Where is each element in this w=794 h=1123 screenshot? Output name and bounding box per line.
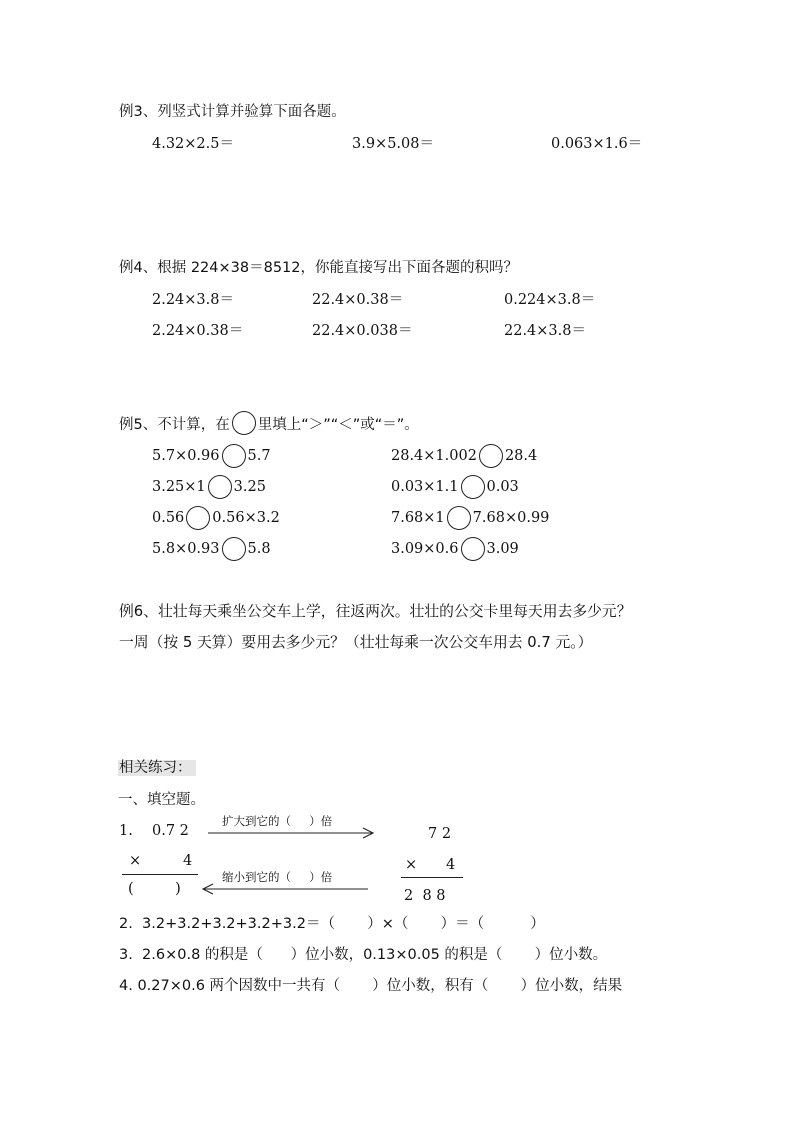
ex5-r4-left-expr-2: 3.09×0.6 [391,541,459,557]
q1-right-underline [401,877,463,878]
ex5-r1-left-expr-2: 28.4×1.002 [391,448,477,464]
q2-text: 2. 3.2+3.2+3.2+3.2+3.2＝（ ）×（ ）＝（ ） [119,916,545,932]
ex6-line-2: 一周（按 5 天算）要用去多少元？（壮壮每乘一次公交车用去 0.7 元。） [119,634,593,651]
ex4-r1-c2: 22.4×0.38＝ [312,292,404,308]
ex4-r2-c2: 22.4×0.038＝ [312,323,413,339]
q1-top-right-number: 7 2 [428,826,452,842]
ex5-r2-right-expr: 3.25 [233,479,266,495]
ex5-r2-left-expr-2: 0.03×1.1 [391,479,459,495]
ex5-title-after: 里填上“＞”“＜”或“＝”。 [257,416,419,433]
ex3-item-2: 3.9×5.08＝ [352,136,434,152]
practice-heading-label: 相关练习： [118,760,196,776]
q1-result-right: 2 8 8 [404,888,446,904]
ex5-r4-left-expr: 5.8×0.93 [152,541,220,557]
ex5-r2-right-expr-2: 0.03 [486,479,519,495]
q1-multiplier-right: 4 [446,857,456,873]
q1-arrow-bottom-label: 缩小到它的（ ）倍 [222,870,333,884]
q1-number: 1. [119,823,133,839]
q1-times-left: × [129,853,142,869]
ex5-r1-left-expr: 5.7×0.96 [152,448,220,464]
ex4-r2-c3: 22.4×3.8＝ [504,323,586,339]
ex5-r3-left-expr: 0.56 [152,510,185,526]
ex5-r1-right-expr: 5.7 [247,448,271,464]
q1-multiplier-left: 4 [183,853,193,869]
ex4-r1-c1: 2.24×3.8＝ [152,292,234,308]
ex5-r3-right-expr: 0.56×3.2 [212,510,280,526]
ex4-r2-c1: 2.24×0.38＝ [152,323,244,339]
ex5-r4-right-expr: 5.8 [247,541,271,557]
ex5-r1-right-expr-2: 28.4 [504,448,538,464]
ex5-r3-right-expr-2: 7.68×0.99 [472,510,550,526]
q1-left-underline [122,874,198,875]
section-fill-blank: 一、填空题。 [118,792,205,808]
ex5-r3-left-expr-2: 7.68×1 [391,510,445,526]
ex5-r2-left-expr: 3.25×1 [152,479,206,495]
ex5-title-before: 例5、不计算，在 [119,416,230,433]
ex4-title: 例4、根据 224×38＝8512，你能直接写出下面各题的积吗？ [119,260,519,276]
q3-text: 3. 2.6×0.8 的积是（ ）位小数，0.13×0.05 的积是（ ）位小数。 [119,947,608,963]
ex6-line-1: 例6、壮壮每天乘坐公交车上学，往返两次。壮壮的公交卡里每天用去多少元？ [119,603,632,620]
q1-answer-blank[interactable]: ( ) [128,881,181,897]
q1-arrow-top-label: 扩大到它的（ ）倍 [222,814,333,828]
q1-times-right: × [405,857,418,873]
q1-top-left-number: 0.7 2 [152,823,189,839]
ex3-item-1: 4.32×2.5＝ [152,136,234,152]
ex5-r4-right-expr-2: 3.09 [486,541,519,557]
ex3-title: 例3、列竖式计算并验算下面各题。 [119,104,346,120]
right-arrow-icon [208,828,373,838]
q4-text: 4. 0.27×0.6 两个因数中一共有（ ）位小数，积有（ ）位小数，结果 [119,978,623,994]
ex3-item-3: 0.063×1.6＝ [551,136,643,152]
ex4-r1-c3: 0.224×3.8＝ [504,292,596,308]
